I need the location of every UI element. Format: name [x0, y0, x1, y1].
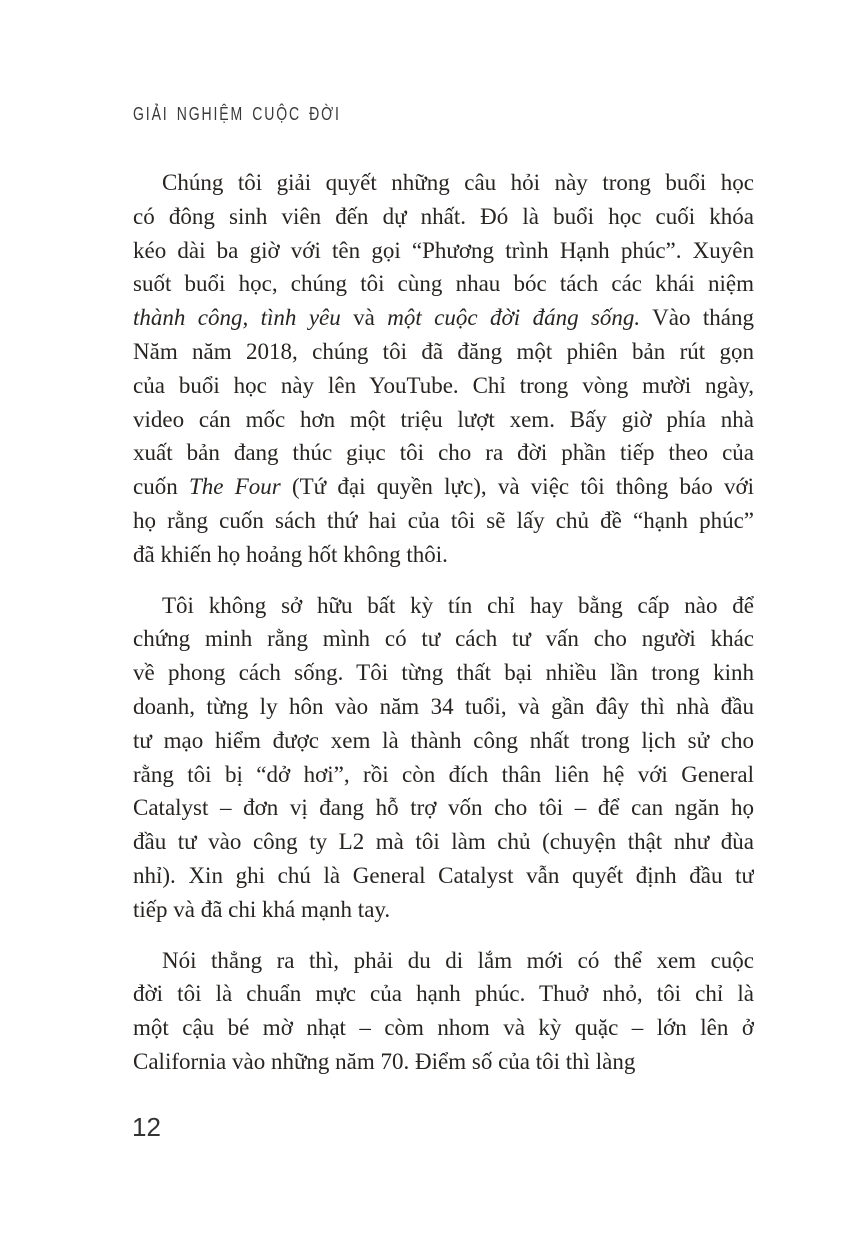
text-segment: video cán mốc hơn một triệu lượt xem. Bấy giờ phía nhà	[133, 406, 754, 432]
text-segment: chứng minh rằng mình có tư cách tư vấn cho người khác	[133, 626, 754, 652]
text-line	[133, 791, 754, 825]
text-line	[133, 690, 754, 724]
text-line	[133, 656, 754, 690]
text-segment: đời tôi là chuẩn mực của hạnh phúc. Thuở nhỏ, tôi chỉ là	[133, 981, 754, 1007]
text-line	[133, 470, 754, 504]
text-segment: suốt buổi học, chúng tôi cùng nhau bóc tách các khái niệm	[133, 271, 754, 297]
text-segment: một cậu bé mờ nhạt – còm nhom và kỳ quặc – lớn lên ở	[133, 1015, 754, 1041]
text-line	[133, 166, 754, 200]
text-segment: Vào tháng	[640, 305, 754, 331]
text-line	[133, 758, 754, 792]
text-line	[133, 977, 754, 1011]
text-line	[133, 234, 754, 268]
text-segment: và	[340, 305, 388, 331]
text-line	[133, 436, 754, 470]
text-segment: doanh, từng ly hôn vào năm 34 tuổi, và gần đây thì nhà đầu	[133, 693, 754, 719]
italic-text-segment: thành công, tình yêu	[133, 305, 341, 331]
text-line	[133, 403, 754, 437]
text-line	[133, 538, 754, 572]
text-segment: Năm năm 2018, chúng tôi đã đăng một phiên bản rút gọn	[133, 338, 754, 364]
page-body	[133, 166, 754, 1096]
text-segment: Chúng tôi giải quyết những câu hỏi này trong buổi học	[162, 170, 754, 195]
text-line	[133, 1011, 754, 1045]
text-line	[133, 589, 754, 623]
running-header-title: GIẢI NGHIỆM CUỘC ĐỜI	[133, 104, 341, 124]
text-segment: tư mạo hiểm được xem là thành công nhất trong lịch sử cho	[133, 727, 754, 753]
text-segment: đã khiến họ hoảng hốt không thôi.	[133, 541, 448, 567]
text-segment: họ rằng cuốn sách thứ hai của tôi sẽ lấy chủ đề “hạnh phúc”	[133, 507, 754, 533]
italic-text-segment: một cuộc đời đáng sống.	[387, 305, 641, 331]
paragraph	[133, 944, 754, 1079]
text-line	[133, 335, 754, 369]
text-segment: rằng tôi bị “dở hơi”, rồi còn đích thân liên hệ với General	[133, 761, 754, 787]
text-segment: có đông sinh viên đến dự nhất. Đó là buổi học cuối khóa	[133, 203, 754, 229]
text-line	[133, 825, 754, 859]
text-line	[133, 369, 754, 403]
paragraph	[133, 589, 754, 927]
text-segment: về phong cách sống. Tôi từng thất bại nhiều lần trong kinh	[133, 660, 754, 686]
text-segment: Catalyst – đơn vị đang hỗ trợ vốn cho tôi – để can ngăn họ	[133, 795, 754, 821]
italic-text-segment: The Four	[188, 474, 281, 500]
text-line	[133, 859, 754, 893]
text-segment: California vào những năm 70. Điểm số của tôi thì làng	[133, 1048, 636, 1074]
text-segment: kéo dài ba giờ với tên gọi “Phương trình Hạnh phúc”. Xuyên	[133, 237, 754, 263]
text-line	[133, 1045, 754, 1079]
text-segment: tiếp và đã chi khá mạnh tay.	[133, 896, 391, 922]
page-number: 12	[132, 1112, 161, 1142]
text-segment: cuốn	[133, 474, 189, 500]
text-line	[133, 504, 754, 538]
paragraph	[133, 166, 754, 572]
text-segment: (Tứ đại quyền lực), và việc tôi thông báo với	[280, 474, 754, 500]
text-line	[133, 301, 754, 335]
text-line	[133, 200, 754, 234]
text-segment: nhỉ). Xin ghi chú là General Catalyst vẫn quyết định đầu tư	[133, 862, 754, 888]
text-line	[133, 893, 754, 927]
text-segment: Nói thẳng ra thì, phải du di lắm mới có thể xem cuộc	[162, 947, 754, 973]
text-segment: đầu tư vào công ty L2 mà tôi làm chủ (chuyện thật như đùa	[133, 829, 754, 855]
text-segment: Tôi không sở hữu bất kỳ tín chỉ hay bằng cấp nào để	[162, 592, 754, 618]
text-line	[133, 622, 754, 656]
text-line	[133, 944, 754, 978]
text-segment: của buổi học này lên YouTube. Chỉ trong vòng mười ngày,	[133, 372, 754, 398]
text-segment: xuất bản đang thúc giục tôi cho ra đời phần tiếp theo của	[133, 440, 754, 466]
text-line	[133, 724, 754, 758]
text-line	[133, 267, 754, 301]
